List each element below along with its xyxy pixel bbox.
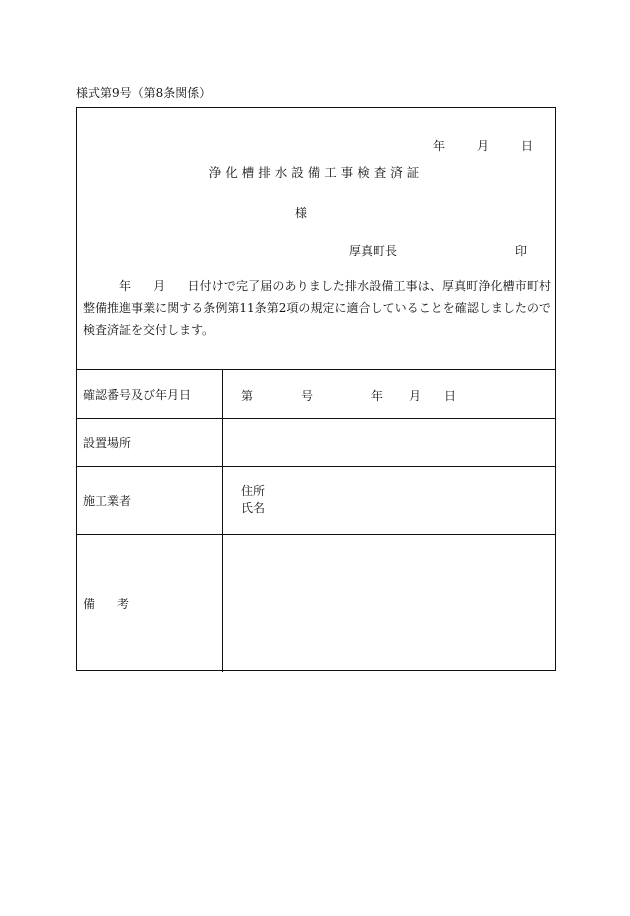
body-year: 年 <box>119 279 132 293</box>
location-value[interactable] <box>223 419 555 466</box>
confirm-no-prefix: 第 <box>241 389 254 403</box>
issue-date-day: 日 <box>521 139 534 153</box>
confirmation-label: 確認番号及び年月日 <box>77 370 223 418</box>
confirm-year: 年 <box>371 389 384 403</box>
confirm-no-suffix: 号 <box>301 389 314 403</box>
contractor-label: 施工業者 <box>77 467 223 534</box>
confirm-day: 日 <box>444 389 457 403</box>
body-month: 月 <box>153 279 166 293</box>
confirmation-value[interactable] <box>223 370 555 418</box>
addressee-suffix: 様 <box>295 206 308 220</box>
form-number: 様式第9号（第8条関係） <box>76 86 212 100</box>
issuer-name: 厚真町長 <box>349 244 398 258</box>
remarks-label <box>77 535 223 672</box>
location-label: 設置場所 <box>77 419 223 466</box>
contractor-value[interactable] <box>223 467 555 534</box>
body-statement: 日付けで完了届のありました排水設備工事は、厚真町浄化槽市町村整備推進事業に関する条例第11条第2項の規定に適合していることを確認しましたので検査済証を交付します。 <box>83 279 551 337</box>
certificate-body-text <box>83 275 551 341</box>
location-row <box>77 419 555 467</box>
certificate-title: 浄化槽排水設備工事検査済証 <box>208 165 424 180</box>
remarks-label-part1: 備 <box>83 597 96 611</box>
remarks-row <box>77 535 555 672</box>
certificate-header-section <box>77 108 555 370</box>
remarks-value[interactable] <box>223 535 555 672</box>
contractor-name-label: 氏名 <box>241 501 266 515</box>
confirm-month: 月 <box>409 389 422 403</box>
contractor-address-label: 住所 <box>241 484 266 498</box>
issue-date-month: 月 <box>477 139 490 153</box>
remarks-label-part2: 考 <box>117 597 130 611</box>
issue-date <box>433 137 533 154</box>
certificate-form <box>76 107 556 671</box>
seal-mark: 印 <box>515 244 528 258</box>
confirmation-row <box>77 370 555 419</box>
issue-date-year: 年 <box>433 139 446 153</box>
contractor-row <box>77 467 555 535</box>
